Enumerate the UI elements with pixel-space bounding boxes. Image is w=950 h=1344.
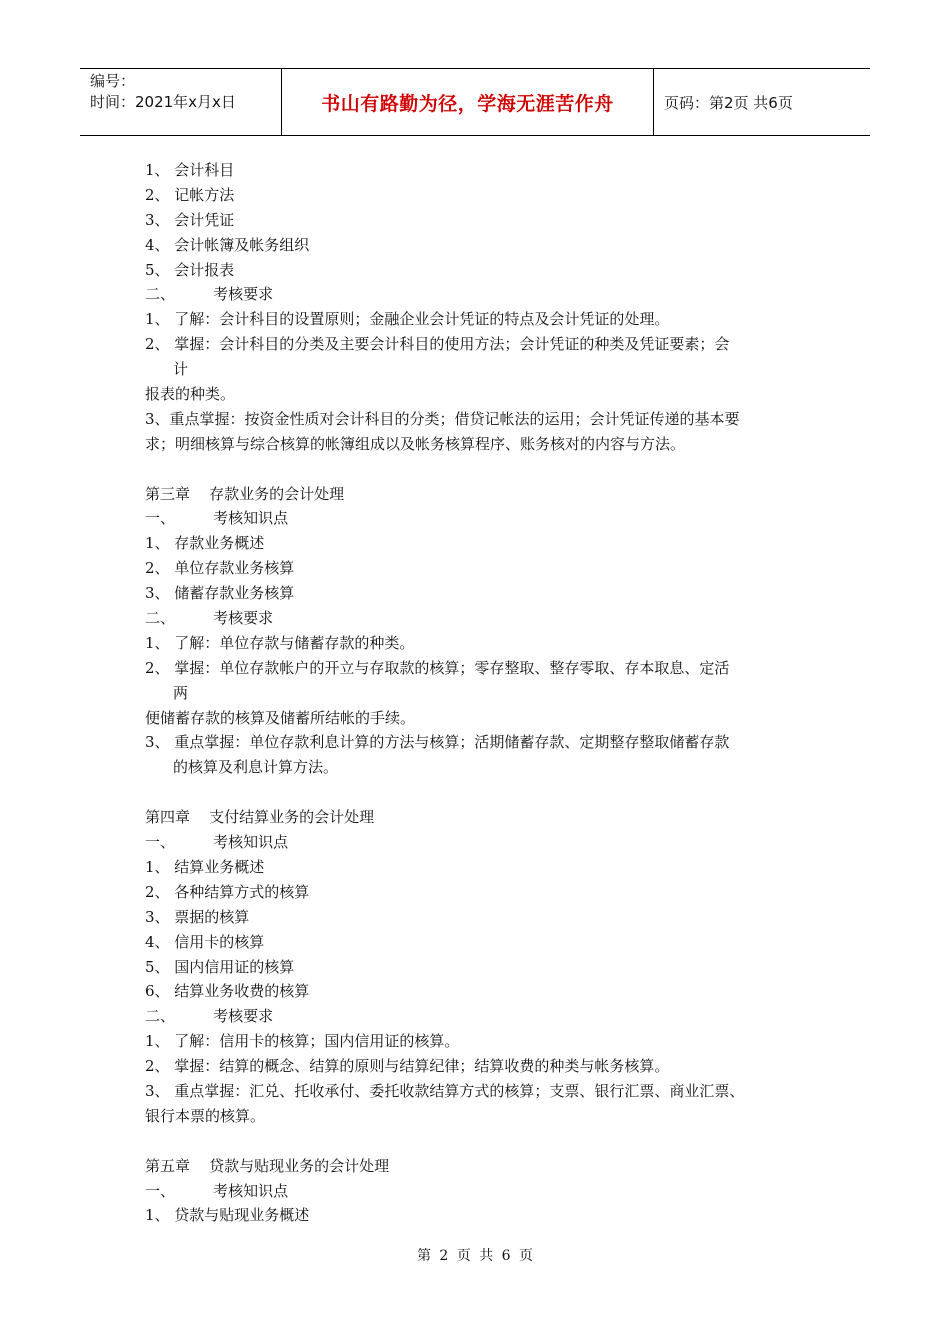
section-heading: 一、 考核知识点 [145, 833, 289, 852]
list-item: 4、 信用卡的核算 [145, 932, 265, 951]
list-item: 6、 结算业务收费的核算 [145, 982, 310, 1001]
time-label: 时间：2021年x月x日 [90, 93, 236, 111]
section-heading: 二、 考核要求 [145, 609, 274, 628]
list-item: 5、 会计报表 [145, 260, 235, 279]
paragraph-line: 的核算及利息计算方法。 [173, 758, 339, 777]
header-page-info: 页码：第2页 共6页 [664, 93, 793, 112]
paragraph-line: 2、 掌握：会计科目的分类及主要会计科目的使用方法；会计凭证的种类及凭证要素；会 [145, 335, 730, 354]
list-item: 2、 各种结算方式的核算 [145, 882, 310, 901]
header-motto: 书山有路勤为径，学海无涯苦作舟 [282, 69, 654, 135]
chapter-title: 第四章 支付结算业务的会计处理 [145, 808, 375, 827]
list-item: 1、 会计科目 [145, 161, 235, 179]
paragraph-line: 2、 掌握：结算的概念、结算的原则与结算纪律；结算收费的种类与帐务核算。 [145, 1057, 670, 1076]
number-label: 编号： [90, 72, 136, 90]
page-header [80, 68, 870, 136]
paragraph-line: 1、 了解：会计科目的设置原则；金融企业会计凭证的特点及会计凭证的处理。 [145, 310, 670, 329]
section-heading: 一、 考核知识点 [145, 509, 289, 528]
section-heading: 二、 考核要求 [145, 1007, 274, 1026]
list-item: 1、 存款业务概述 [145, 534, 265, 553]
paragraph-line: 报表的种类。 [145, 385, 236, 404]
page-footer: 第 2 页 共 6 页 [416, 1248, 534, 1264]
section-heading: 二、 考核要求 [145, 285, 274, 304]
list-item: 2、 记帐方法 [145, 185, 235, 204]
paragraph-line: 3、 重点掌握：单位存款利息计算的方法与核算；活期储蓄存款、定期整存整取储蓄存款 [145, 733, 730, 752]
paragraph-line: 1、 了解：信用卡的核算；国内信用证的核算。 [145, 1032, 460, 1051]
list-item: 4、 会计帐簿及帐务组织 [145, 235, 310, 254]
list-item: 3、 会计凭证 [145, 210, 235, 229]
list-item: 3、 储蓄存款业务核算 [145, 584, 295, 603]
spacer [145, 1129, 810, 1154]
list-item: 5、 国内信用证的核算 [145, 957, 295, 976]
paragraph-line: 3、重点掌握：按资金性质对会计科目的分类；借贷记帐法的运用；会计凭证传递的基本要 [145, 409, 740, 428]
document-body [145, 158, 810, 1228]
paragraph-line: 1、 了解：单位存款与储蓄存款的种类。 [145, 633, 415, 652]
header-meta [80, 69, 282, 135]
chapter-title: 第五章 贷款与贴现业务的会计处理 [145, 1156, 390, 1175]
list-item: 2、 单位存款业务核算 [145, 559, 295, 578]
spacer [145, 457, 810, 482]
paragraph-line: 两 [173, 683, 189, 702]
list-item: 3、 票据的核算 [145, 907, 250, 926]
paragraph-line: 3、 重点掌握：汇兑、托收承付、委托收款结算方式的核算；支票、银行汇票、商业汇票、 [145, 1081, 745, 1100]
spacer [145, 780, 810, 805]
section-heading: 一、 考核知识点 [145, 1181, 289, 1200]
paragraph-line: 2、 掌握：单位存款帐户的开立与存取款的核算；零存整取、整存零取、存本取息、定活 [145, 658, 730, 677]
paragraph-line: 计 [173, 360, 189, 379]
list-item: 1、 结算业务概述 [145, 857, 265, 876]
list-item: 1、 贷款与贴现业务概述 [145, 1206, 310, 1225]
chapter-title: 第三章 存款业务的会计处理 [145, 484, 345, 503]
paragraph-line: 求；明细核算与综合核算的帐簿组成以及帐务核算程序、账务核对的内容与方法。 [145, 434, 686, 453]
paragraph-line: 便储蓄存款的核算及储蓄所结帐的手续。 [145, 708, 416, 727]
paragraph-line: 银行本票的核算。 [145, 1106, 266, 1125]
